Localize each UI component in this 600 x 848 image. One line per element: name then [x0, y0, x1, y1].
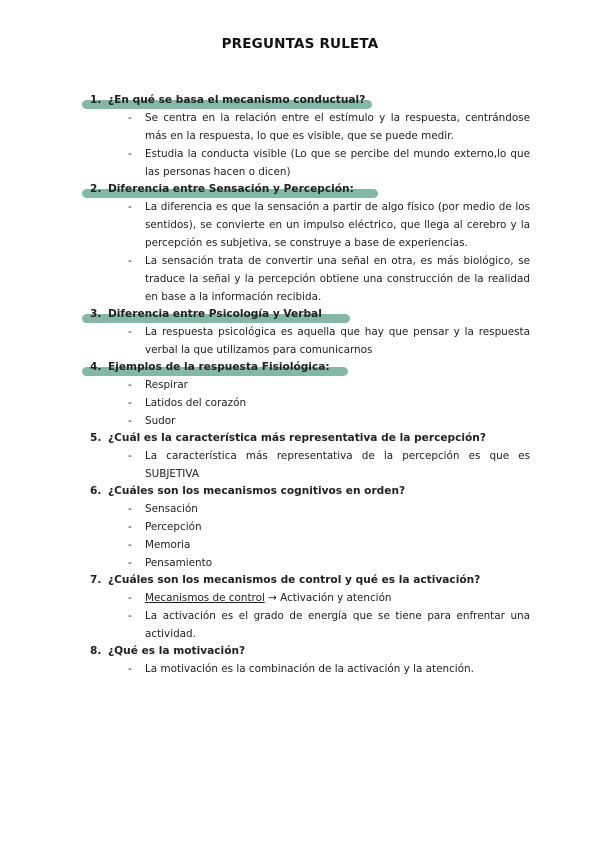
question-number: 7. — [90, 574, 102, 586]
question-number: 4. — [90, 361, 102, 373]
question-6 — [90, 483, 530, 500]
answer-item: - La característica más representativa de la percepción es que es SUBJETIVA — [128, 450, 530, 480]
question-text: Diferencia entre Sensación y Percepción: — [108, 183, 354, 195]
answer-item: - Se centra en la relación entre el estímulo y la respuesta, centrándose más en la respuesta, lo que es visible, que se puede medir. — [128, 112, 530, 142]
question-text: ¿Cuáles son los mecanismos cognitivos en orden? — [108, 485, 406, 497]
page-title: PREGUNTAS RULETA — [221, 36, 379, 52]
question-4 — [90, 359, 530, 376]
question-number: 5. — [90, 432, 102, 444]
question-text: ¿Qué es la motivación? — [108, 645, 246, 657]
question-2 — [90, 181, 530, 198]
question-8 — [90, 643, 530, 660]
question-5 — [90, 430, 530, 447]
answer-item: - La diferencia es que la sensación a partir de algo físico (por medio de los sentidos), se convierte en un impulso eléctrico, que llega al cerebro y la percepción es subjetiva, se construye a base de experiencias. — [128, 201, 530, 249]
question-number: 3. — [90, 308, 102, 320]
answer-item: - Memoria — [128, 539, 191, 551]
question-3 — [90, 306, 530, 323]
question-number: 1. — [90, 94, 102, 106]
question-text: Diferencia entre Psicología y Verbal — [108, 308, 322, 320]
question-1 — [90, 92, 530, 109]
answer-item: - Sensación — [128, 503, 198, 515]
answer-item: - Percepción — [128, 521, 202, 533]
answer-item: - Mecanismos de control → Activación y atención — [128, 592, 392, 604]
question-number: 8. — [90, 645, 102, 657]
question-text: ¿En qué se basa el mecanismo conductual? — [108, 94, 366, 106]
question-number: 6. — [90, 485, 102, 497]
answer-item: - La motivación es la combinación de la activación y la atención. — [128, 663, 474, 675]
answer-item: - Pensamiento — [128, 557, 213, 569]
answer-item: - Sudor — [128, 415, 176, 427]
answer-item: - Estudia la conducta visible (Lo que se percibe del mundo externo,lo que las personas hacen o dicen) — [128, 148, 530, 178]
question-text: ¿Cuál es la característica más representativa de la percepción? — [108, 432, 486, 444]
answer-item: - La respuesta psicológica es aquella que hay que pensar y la respuesta verbal la que utilizamos para comunicarnos — [128, 326, 530, 356]
question-number: 2. — [90, 183, 102, 195]
answer-item: - Respirar — [128, 379, 188, 391]
question-7 — [90, 572, 530, 589]
question-text: ¿Cuáles son los mecanismos de control y qué es la activación? — [108, 574, 481, 586]
question-list — [90, 92, 530, 678]
underlined-term: Mecanismos de control — [145, 592, 265, 604]
question-text: Ejemplos de la respuesta Fisiológica: — [108, 361, 330, 373]
answer-item: - La sensación trata de convertir una señal en otra, es más biológico, se traduce la señal y la percepción obtiene una construcción de la realidad en base a la información recibida. — [128, 255, 530, 303]
answer-item: - Latidos del corazón — [128, 397, 247, 409]
answer-item: - La activación es el grado de energía que se tiene para enfrentar una actividad. — [128, 610, 530, 640]
